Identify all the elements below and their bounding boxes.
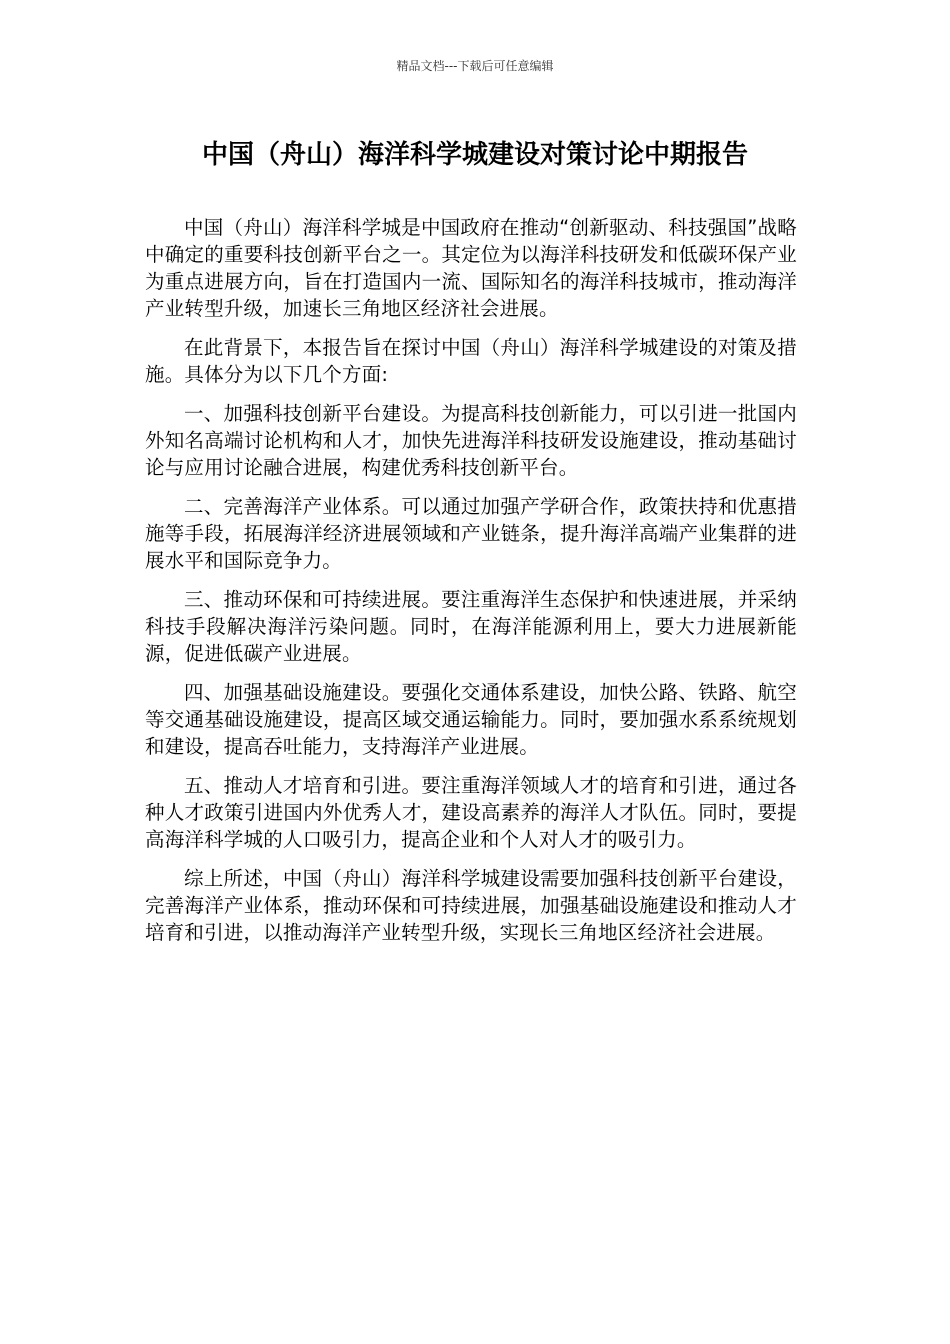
paragraph-point-4: 四、加强基础设施建设。要强化交通体系建设，加快公路、铁路、航空等交通基础设施建设，提高区域交通运输能力。同时，要加强水系系统规划和建设，提高吞吐能力，支持海洋产业进展。	[145, 681, 797, 758]
paragraph-background: 在此背景下，本报告旨在探讨中国（舟山）海洋科学城建设的对策及措施。具体分为以下几个方面:	[145, 336, 797, 386]
paragraph-intro: 中国（舟山）海洋科学城是中国政府在推动“创新驱动、科技强国”战略中确定的重要科技创新平台之一。其定位为以海洋科技研发和低碳环保产业为重点进展方向，旨在打造国内一流、国际知名的海洋科技城市，推动海洋产业转型升级，加速长三角地区经济社会进展。	[145, 216, 797, 320]
paragraph-conclusion: 综上所述，中国（舟山）海洋科学城建设需要加强科技创新平台建设，完善海洋产业体系，推动环保和可持续进展，加强基础设施建设和推动人才培育和引进，以推动海洋产业转型升级，实现长三角地区经济社会进展。	[145, 867, 797, 944]
document-title: 中国（舟山）海洋科学城建设对策讨论中期报告	[201, 140, 748, 170]
paragraph-point-5: 五、推动人才培育和引进。要注重海洋领域人才的培育和引进，通过各种人才政策引进国内外优秀人才，建设高素养的海洋人才队伍。同时，要提高海洋科学城的人口吸引力，提高企业和个人对人才的吸引力。	[145, 774, 797, 851]
header-note: 精品文档---下载后可任意编辑	[396, 59, 554, 73]
paragraph-point-3: 三、推动环保和可持续进展。要注重海洋生态保护和快速进展，并采纳科技手段解决海洋污染问题。同时，在海洋能源利用上，要大力进展新能源，促进低碳产业进展。	[145, 588, 797, 665]
document-body	[145, 214, 797, 958]
paragraph-point-1: 一、加强科技创新平台建设。为提高科技创新能力，可以引进一批国内外知名高端讨论机构和人才，加快先进海洋科技研发设施建设，推动基础讨论与应用讨论融合进展，构建优秀科技创新平台。	[145, 402, 797, 479]
paragraph-point-2: 二、完善海洋产业体系。可以通过加强产学研合作，政策扶持和优惠措施等手段，拓展海洋经济进展领域和产业链条，提升海洋高端产业集群的进展水平和国际竞争力。	[145, 495, 797, 572]
